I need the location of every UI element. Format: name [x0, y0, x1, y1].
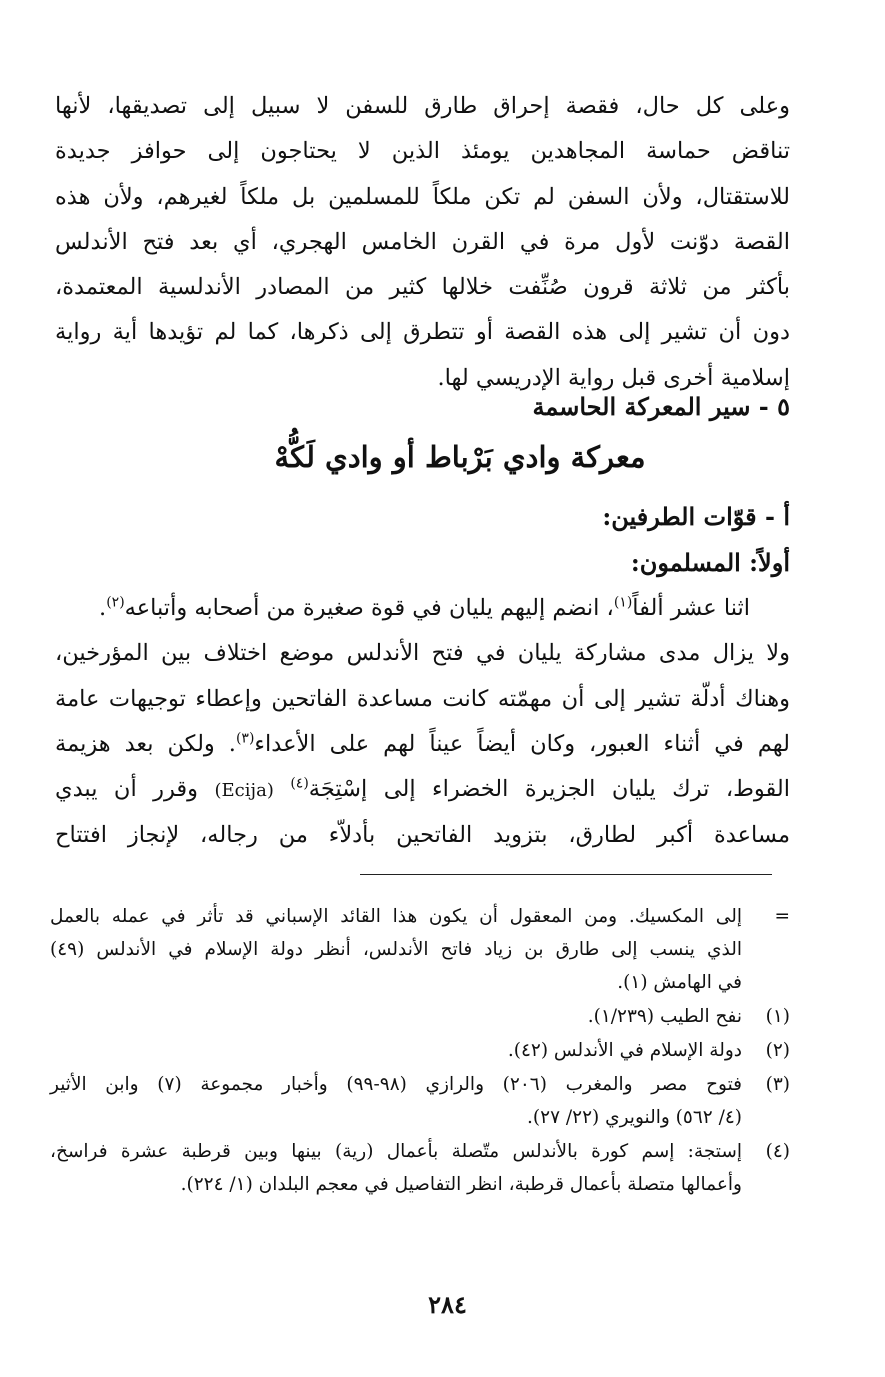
text-line: إسلامية أخرى قبل رواية الإدريسي لها. — [437, 364, 790, 391]
footnote-line: نفح الطيب (١/٢٣٩). — [587, 1006, 742, 1027]
footnote-ref[interactable]: (١) — [613, 594, 633, 611]
footnotes — [50, 900, 790, 1202]
footnote-ref[interactable]: (٤) — [290, 775, 309, 792]
footnote-2 — [50, 1034, 790, 1067]
footnote-continued — [50, 900, 790, 999]
text-line: القصة دوّنت لأول مرة في القرن الخامس الهجري، أي بعد فتح الأندلس — [55, 228, 790, 255]
footnote-ref[interactable]: (٢) — [106, 594, 125, 611]
footnote-3 — [50, 1068, 790, 1134]
footnote-line: الذي ينسب إلى طارق بن زياد فاتح الأندلس، أنظر دولة الإسلام في الأندلس (٤٩) — [50, 939, 742, 960]
text-line: القوط، ترك يليان الجزيرة الخضراء إلى إسْتِجَة$^{(٤)}$ (Ecija) وقرر أن يبدي — [55, 775, 791, 803]
footnote-4 — [50, 1135, 790, 1201]
footnote-divider — [360, 874, 772, 875]
footnote-line: وأعمالها متصلة بأعمال قرطبة، انظر التفاصيل في معجم البلدان (١/ ٢٢٤). — [180, 1174, 742, 1195]
section-heading: ٥ - سير المعركة الحاسمة — [532, 392, 790, 421]
footnote-line: في الهامش (١). — [617, 972, 742, 993]
footnote-line: (٤/ ٥٦٢) والنويري (٢٢/ ٢٧). — [527, 1107, 742, 1128]
footnote-line: فتوح مصر والمغرب (٢٠٦) والرازي (٩٨-٩٩) وأخبار مجموعة (٧) وابن الأثير — [50, 1074, 742, 1095]
text-line: ولا يزال مدى مشاركة يليان في فتح الأندلس موضع اختلاف بين المؤرخين، — [55, 640, 790, 667]
text-line: لهم في أثناء العبور، وكان أيضاً عيناً لهم على الأعداء$^{(٣)}$. ولكن بعد هزيمة — [55, 730, 790, 757]
text-line: اثنا عشر ألفاً$^{(١)}$، انضم إليهم يليان في قوة صغيرة من أصحابه وأتباعه$^{(٢)}$. — [99, 594, 750, 621]
footnote-line: إستجة: إسم كورة بالأندلس متّصلة بأعمال (رية) بينها وبين قرطبة عشرة فراسخ، — [50, 1141, 742, 1162]
footnote-number: (٤) — [765, 1141, 790, 1162]
body-paragraph-1 — [55, 84, 790, 401]
footnote-1 — [50, 1000, 790, 1033]
section-title: معركة وادي بَرْباط أو وادي لَكُّهْ — [274, 440, 646, 474]
footnote-ref[interactable]: (٣) — [235, 730, 255, 747]
text-line: مساعدة أكبر لطارق، بتزويد الفاتحين بأدلاّء من رجاله، لإنجاز افتتاح — [55, 822, 790, 849]
latin-term: (Ecija) — [214, 780, 274, 802]
footnote-number: = — [774, 906, 790, 927]
subheading-forces: أ - قوّات الطرفين: — [602, 502, 790, 531]
footnote-number: (١) — [765, 1006, 790, 1027]
subheading-muslims: أولاً: المسلمون: — [630, 548, 790, 577]
body-paragraph-2 — [55, 586, 790, 859]
page-number: ٢٨٤ — [428, 1290, 467, 1319]
footnote-line: إلى المكسيك. ومن المعقول أن يكون هذا القائد الإسباني قد تأثر في عمله بالعمل — [50, 906, 742, 927]
text-line: بأكثر من ثلاثة قرون صُنِّفت خلالها كثير من المصادر الأندلسية المعتمدة، — [55, 274, 790, 301]
text-line: وهناك أدلّة تشير إلى أن مهمّته كانت مساعدة الفاتحين وإعطاء توجيهات عامة — [55, 685, 790, 712]
text-line: تناقض حماسة المجاهدين يومئذ الذين لا يحتاجون إلى حوافز جديدة — [55, 138, 790, 165]
footnote-line: دولة الإسلام في الأندلس (٤٢). — [507, 1040, 742, 1061]
text-line: للاستقتال، ولأن السفن لم تكن ملكاً للمسلمين بل ملكاً لغيرهم، ولأن هذه — [55, 183, 790, 210]
text-line: دون أن تشير إلى هذه القصة أو تتطرق إلى ذكرها، كما لم تؤيدها أية رواية — [55, 319, 790, 346]
footnote-number: (٣) — [765, 1074, 790, 1095]
footnote-number: (٢) — [765, 1040, 790, 1061]
text-line: وعلى كل حال، فقصة إحراق طارق للسفن لا سبيل إلى تصديقها، لأنها — [55, 93, 790, 119]
